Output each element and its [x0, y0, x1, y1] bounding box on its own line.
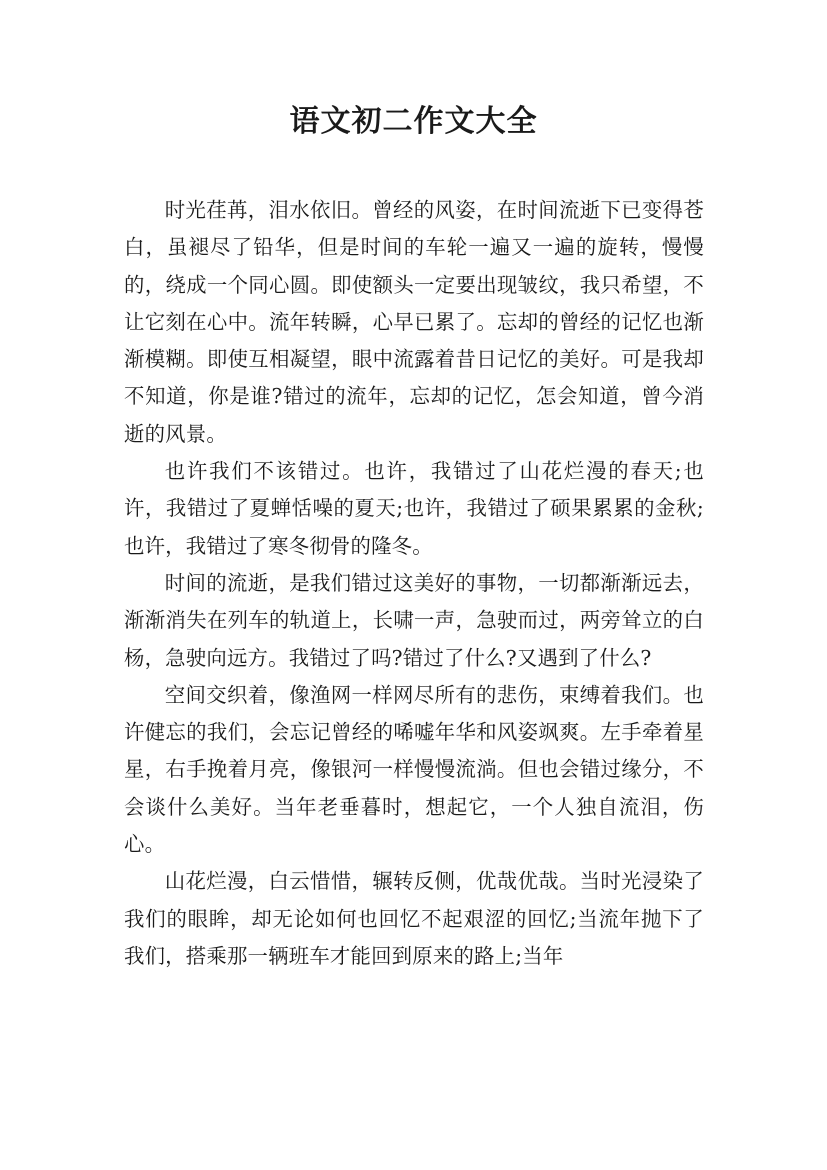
paragraph-5: 山花烂漫，白云惜惜，辗转反侧，优哉优哉。当时光浸染了我们的眼眸，却无论如何也回忆不起艰涩的回忆;当流年抛下了我们，搭乘那一辆班车才能回到原来的路上;当年 — [124, 869, 704, 968]
paragraph-1: 时光荏苒，泪水依旧。曾经的风姿，在时间流逝下已变得苍白，虽褪尽了铅华，但是时间的车轮一遍又一遍的旋转，慢慢的，绕成一个同心圆。即使额头一定要出现皱纹，我只希望，不让它刻在心中。流年转瞬，心早已累了。忘却的曾经的记忆也渐渐模糊。即使互相凝望，眼中流露着昔日记忆的美好。可是我却不知道，你是谁?错过的流年，忘却的记忆，怎会知道，曾今消逝的风景。 — [124, 198, 704, 446]
paragraph-2: 也许我们不该错过。也许，我错过了山花烂漫的春天;也许，我错过了夏蝉恬噪的夏天;也许，我错过了硕果累累的金秋;也许，我错过了寒冬彻骨的隆冬。 — [124, 459, 704, 558]
paragraph-3: 时间的流逝，是我们错过这美好的事物，一切都渐渐远去，渐渐消失在列车的轨道上，长啸一声，急驶而过，两旁耸立的白杨，急驶向远方。我错过了吗?错过了什么?又遇到了什么? — [124, 570, 704, 670]
article-body — [124, 192, 704, 975]
paragraph-4: 空间交织着，像渔网一样网尽所有的悲伤，束缚着我们。也许健忘的我们，会忘记曾经的唏嘘年华和风姿飒爽。左手牵着星星，右手挽着月亮，像银河一样慢慢流淌。但也会错过缘分，不会谈什么美好。当年老垂暮时，想起它，一个人独自流泪，伤心。 — [124, 682, 704, 857]
page-title: 语文初二作文大全 — [289, 104, 538, 139]
